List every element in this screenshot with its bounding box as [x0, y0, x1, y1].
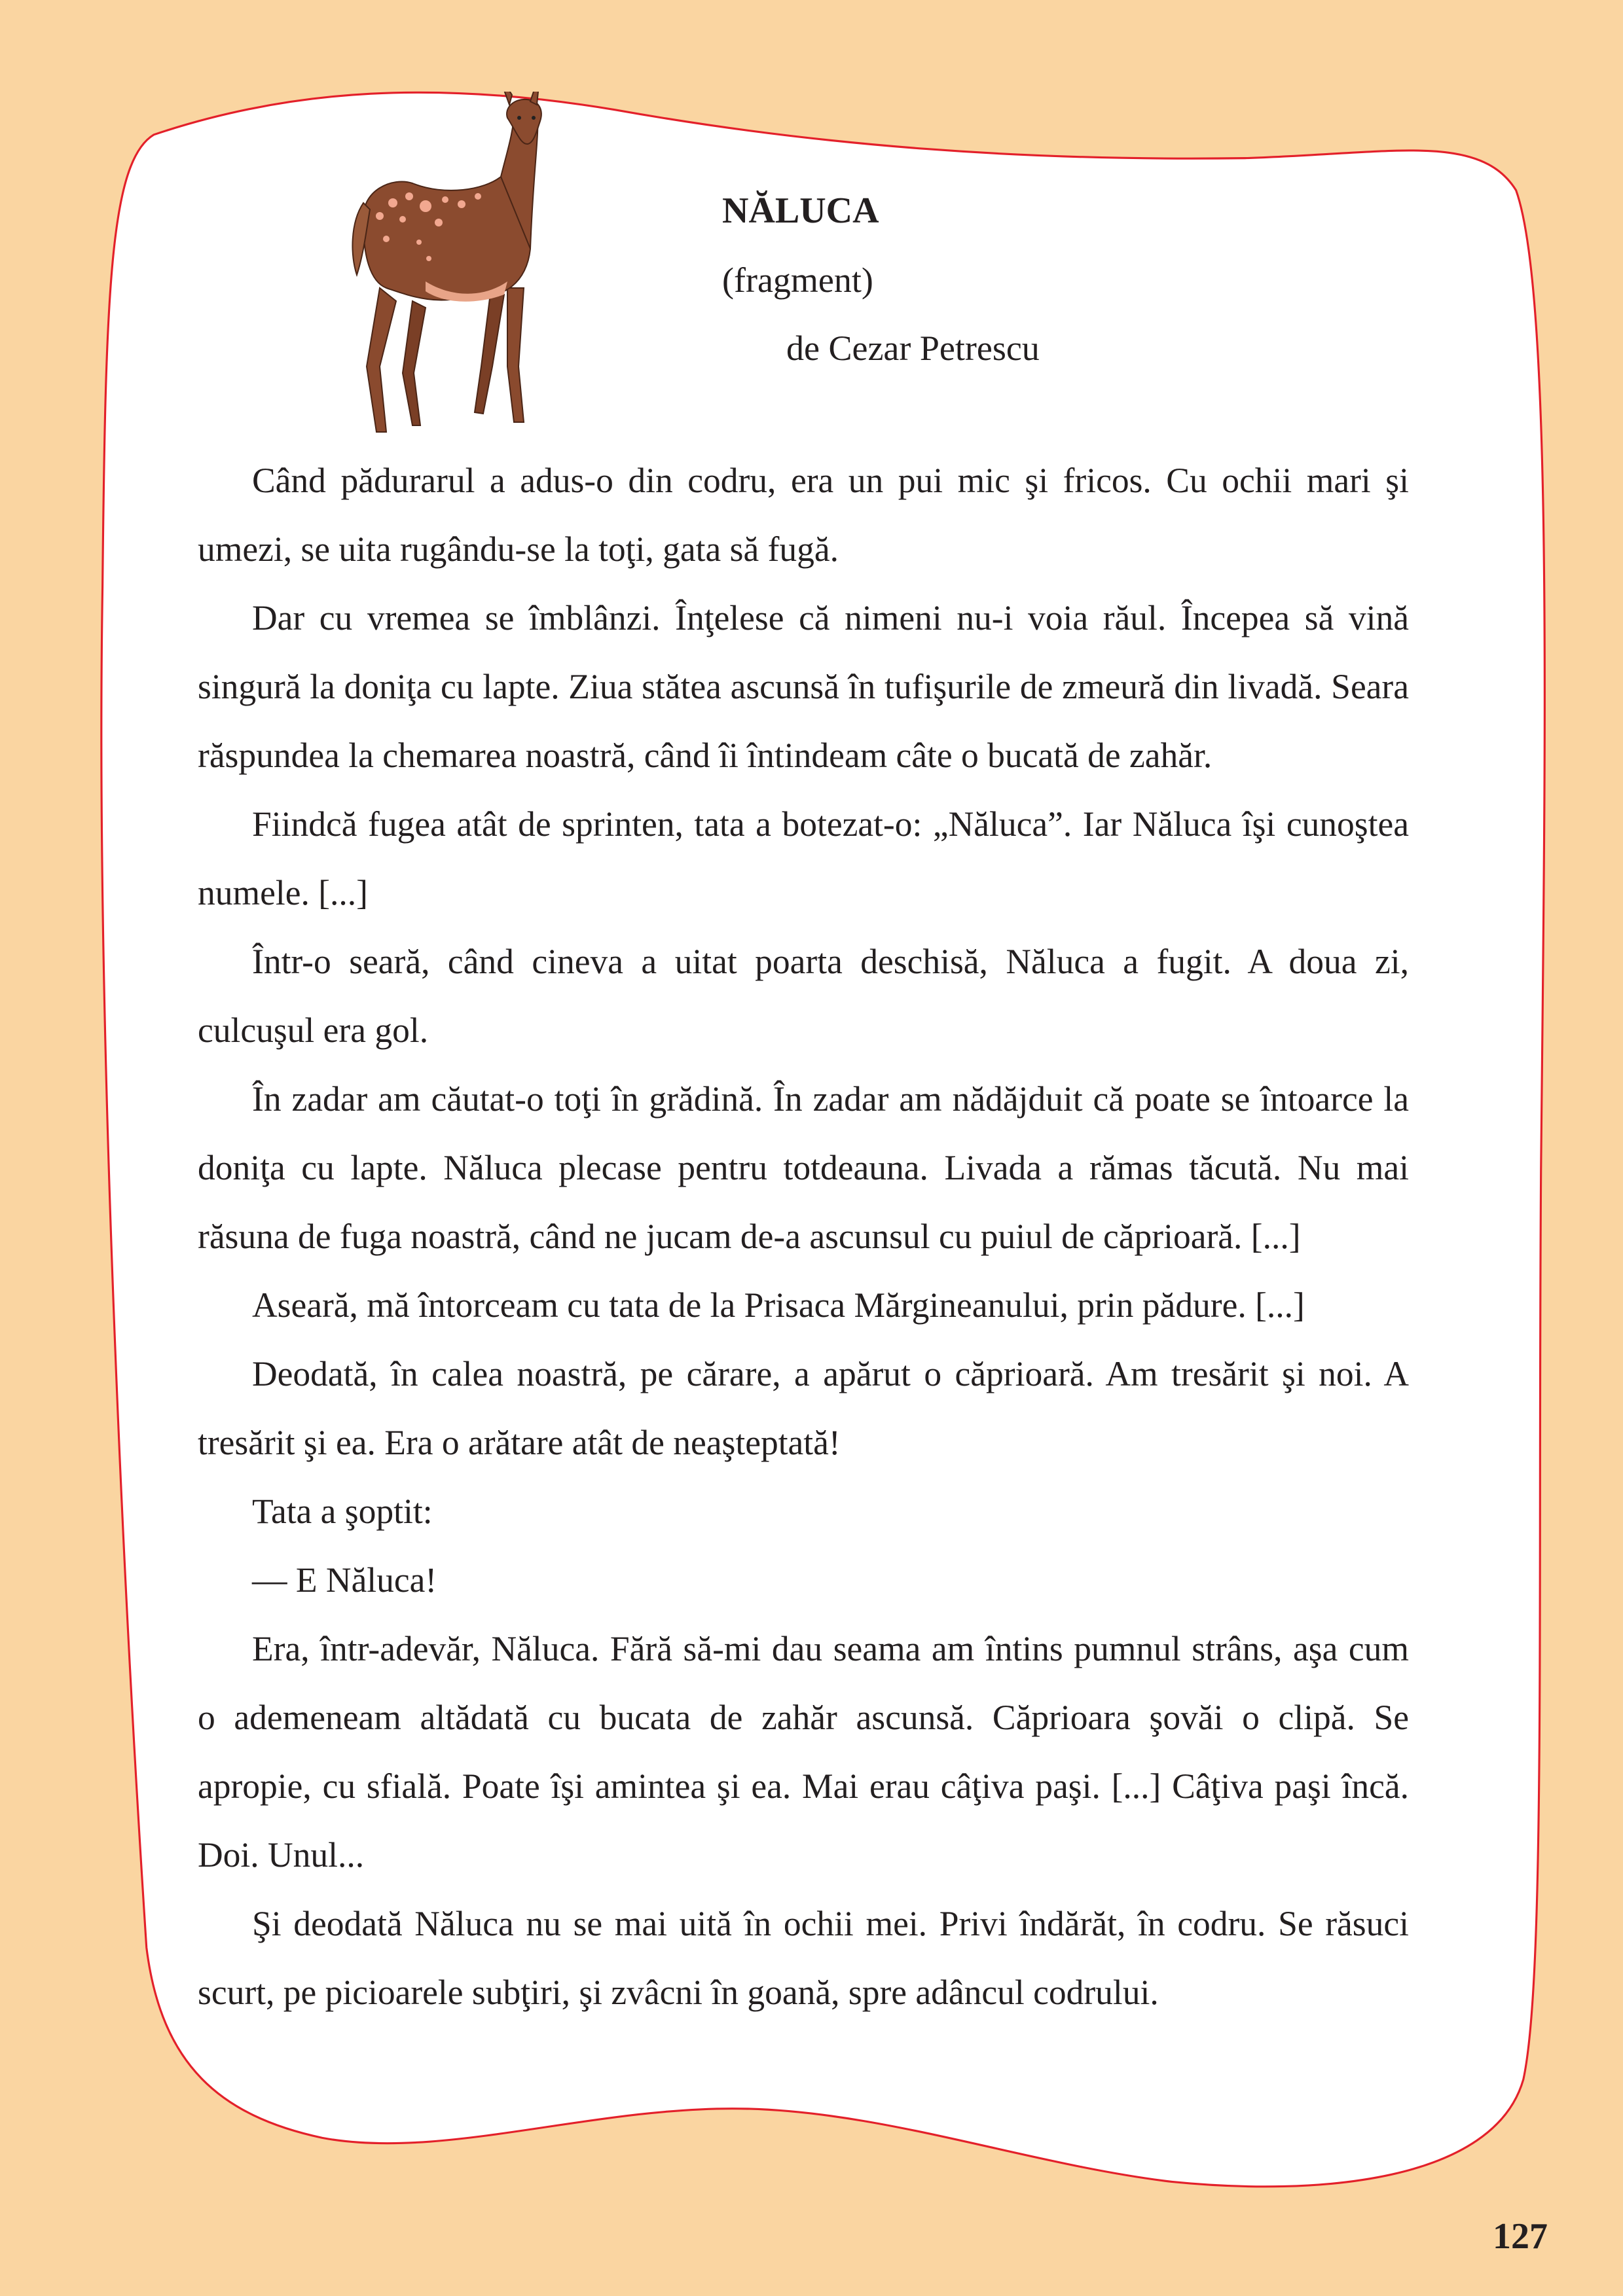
story-subtitle: (fragment): [722, 260, 873, 300]
paragraph: Tata a şoptit:: [252, 1492, 433, 1531]
paragraph: — E Năluca!: [252, 1560, 437, 1600]
paragraph: Dar cu vremea se îmblânzi. Înţelese că nimeni nu-i voia răul. Începea să vină singură la doniţa cu lapte. Ziua stătea ascunsă în tufişurile de zmeură din livadă. Seara răspundea la chemarea noastră, când îi întindeam câte o bucată de zahăr.: [198, 598, 1409, 775]
paragraph: Aseară, mă întorceam cu tata de la Prisaca Mărgineanului, prin pădure. [...]: [252, 1285, 1305, 1325]
paragraph: Era, într-adevăr, Năluca. Fără să-mi dau seama am întins pumnul strâns, aşa cum o ademeneam altădată cu bucata de zahăr ascunsă. Căprioara şovăi o clipă. Se apropie, cu sfială. Poate îşi amintea şi ea. Mai erau câţiva paşi. [...] Câţiva paşi încă. Doi. Unul...: [198, 1629, 1409, 1874]
paragraph: Deodată, în calea noastră, pe cărare, a apărut o căprioară. Am tresărit şi noi. A tresărit şi ea. Era o arătare atât de neaşteptată!: [198, 1354, 1409, 1462]
page-number: 127: [1493, 2216, 1548, 2257]
story-author: de Cezar Petrescu: [786, 329, 1040, 368]
paragraph: Într-o seară, când cineva a uitat poarta deschisă, Năluca a fugit. A doua zi, culcuşul era gol.: [198, 942, 1409, 1050]
story-body: [198, 446, 1409, 2027]
paragraph: Fiindcă fugea atât de sprinten, tata a botezat-o: „Năluca”. Iar Năluca îşi cunoştea numele. [...]: [198, 804, 1409, 912]
story-title: NĂLUCA: [722, 190, 879, 231]
deer-illustration: [340, 92, 642, 452]
paragraph: Când pădurarul a adus-o din codru, era un pui mic şi fricos. Cu ochii mari şi umezi, se uita rugându-se la toţi, gata să fugă.: [198, 461, 1409, 569]
paragraph: În zadar am căutat-o toţi în grădină. În zadar am nădăjduit că poate se întoarce la doniţa cu lapte. Năluca plecase pentru totdeauna. Livada a rămas tăcută. Nu mai răsuna de fuga noastră, când ne jucam de-a ascunsul cu puiul de căprioară. [...]: [198, 1079, 1409, 1256]
paragraph: Şi deodată Năluca nu se mai uită în ochii mei. Privi îndărăt, în codru. Se răsuci scurt, pe picioarele subţiri, şi zvâcni în goană, spre adâncul codrului.: [198, 1904, 1409, 2012]
